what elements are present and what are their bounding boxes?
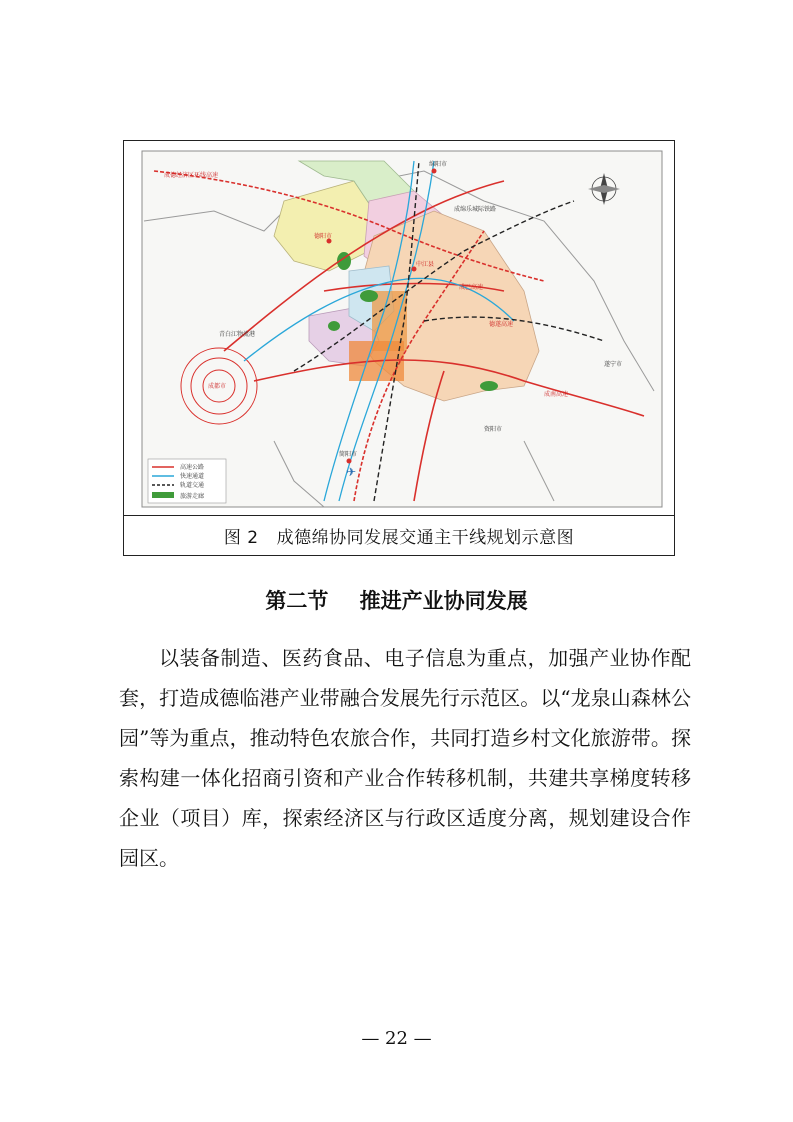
section-title: 推进产业协同发展 <box>359 589 528 613</box>
legend-label: 旅游走廊 <box>180 493 205 500</box>
label-jianyang: 简阳市 <box>339 451 358 458</box>
label-hw-tongsui: 德遂高速 <box>489 321 514 328</box>
airport-icon: ✈ <box>346 465 357 479</box>
label-ziyang: 资阳市 <box>484 426 503 433</box>
label-qingbaijiang: 青白江物流港 <box>219 331 256 338</box>
label-mianyang: 绵阳市 <box>429 161 448 168</box>
page-number: — 22 — <box>361 1028 432 1049</box>
label-suining: 遂宁市 <box>604 361 623 368</box>
tourism-patch <box>328 321 340 331</box>
city-marker <box>432 169 437 174</box>
map-graphic <box>124 141 674 515</box>
label-zhongjiang: 中江县 <box>416 261 435 268</box>
body-paragraph: 以装备制造、医药食品、电子信息为重点，加强产业协作配套，打造成德临港产业带融合发展先行示范区。以“龙泉山森林公园”等为重点，推动特色农旅合作，共同打造乡村文化旅游带。探索构建一体化招商引资和产业合作转移机制，共建共享梯度转移企业（项目）库，探索经济区与行政区适度分离，规划建设合作园区。 <box>119 646 691 870</box>
transport-map <box>124 141 674 516</box>
legend-label: 轨道交通 <box>180 482 205 489</box>
figure-frame <box>123 140 675 556</box>
label-rail-chengmian: 成绵乐城际铁路 <box>454 206 497 213</box>
label-hw-chengde: 成德经济区环线高速 <box>164 172 219 179</box>
map-legend <box>148 459 226 503</box>
legend-label: 快速通道 <box>180 473 205 480</box>
city-marker <box>347 459 352 464</box>
label-deyang: 德阳市 <box>314 233 333 240</box>
label-chengdu: 成都市 <box>208 383 227 390</box>
tourism-patch <box>480 381 498 391</box>
legend-label: 高速公路 <box>180 464 205 471</box>
label-hw-chengba: 成巴高速 <box>459 284 484 291</box>
figure-caption <box>124 516 674 555</box>
figure-number: 图 2 <box>223 528 259 548</box>
section-number: 第二节 <box>265 589 329 613</box>
label-hw-chengnan: 成南高速 <box>544 391 569 398</box>
section-heading <box>0 585 793 615</box>
tourism-patch <box>360 290 378 302</box>
figure-caption-text: 成德绵协同发展交通主干线规划示意图 <box>276 528 575 548</box>
